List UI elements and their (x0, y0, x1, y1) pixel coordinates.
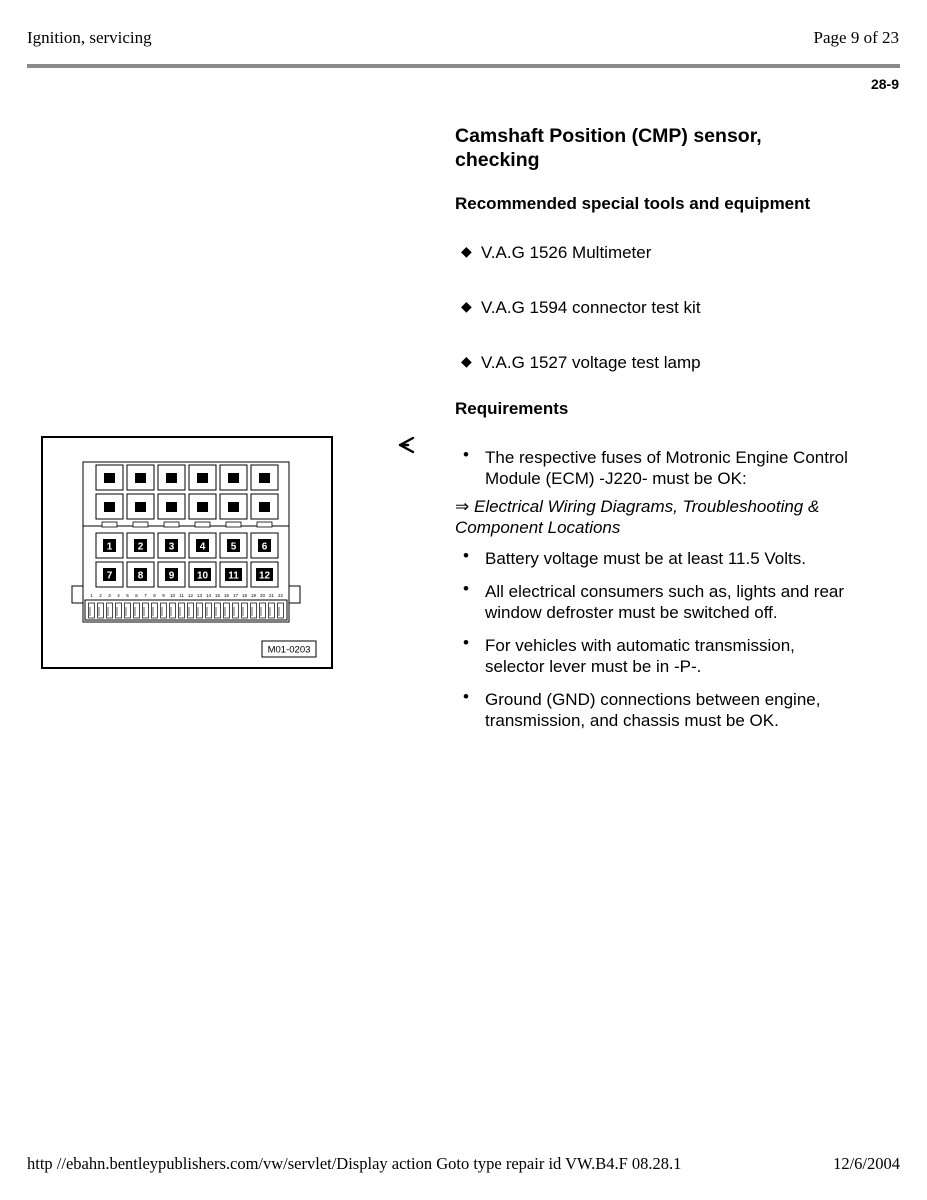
terminal-pin (233, 603, 239, 618)
requirement-line: selector lever must be in -P-. (485, 657, 702, 676)
terminal-pin (161, 603, 167, 618)
fuse-number: 8 (137, 570, 144, 582)
page-footer (27, 1154, 900, 1174)
terminal-pin (89, 603, 95, 618)
fuse-number: 12 (258, 570, 271, 582)
terminal-pin (107, 603, 113, 618)
relay-socket (135, 473, 146, 483)
terminal-pin (143, 603, 149, 618)
bullet-icon: • (463, 687, 469, 706)
terminal-number: 11 (179, 593, 184, 598)
fuse-clip (226, 522, 241, 527)
fuse-number: 4 (199, 541, 206, 553)
tools-heading: Recommended special tools and equipment (455, 194, 811, 213)
terminal-pin (224, 603, 230, 618)
fuse-number: 3 (168, 541, 175, 553)
relay-socket (166, 502, 177, 512)
page-number: Page 9 of 23 (813, 28, 899, 47)
requirements-list-continued (455, 548, 895, 731)
terminal-pin (278, 603, 284, 618)
terminal-pin (134, 603, 140, 618)
terminal-number: 13 (196, 593, 203, 598)
terminal-pin (188, 603, 194, 618)
terminal-pin (260, 603, 266, 618)
relay-socket (197, 502, 208, 512)
terminal-pin (179, 603, 185, 618)
requirement-item (455, 581, 895, 623)
terminal-number: 18 (241, 593, 248, 598)
fuse-clip (257, 522, 272, 527)
left-mounting-tab (72, 586, 83, 603)
section-title-line-1: Camshaft Position (CMP) sensor, (455, 125, 762, 147)
diamond-bullet-icon: ◆ (461, 353, 472, 369)
fuse-clip (195, 522, 210, 527)
relay-socket (259, 473, 270, 483)
fuse-panel (72, 462, 300, 622)
terminal-number: 19 (250, 593, 257, 598)
terminal-pin (170, 603, 176, 618)
requirement-line: The respective fuses of Motronic Engine Control (485, 448, 848, 467)
fuse-clip (102, 522, 117, 527)
tool-item (455, 297, 895, 318)
fuse-number: 2 (137, 541, 144, 553)
terminal-number: 1 (90, 593, 93, 598)
terminal-pin (152, 603, 158, 618)
terminal-pin (215, 603, 221, 618)
terminal-number: 6 (135, 593, 138, 598)
terminal-number: 15 (214, 593, 221, 598)
bullet-icon: • (463, 546, 469, 565)
terminal-number: 17 (232, 593, 239, 598)
terminal-number: 9 (162, 593, 165, 598)
requirement-line: Module (ECM) -J220- must be OK: (485, 469, 747, 488)
fuse-number: 1 (106, 541, 113, 553)
fuse-number: 7 (106, 570, 113, 582)
requirement-line: transmission, and chassis must be OK. (485, 711, 779, 730)
diamond-bullet-icon: ◆ (461, 243, 472, 259)
fuse-clip (133, 522, 148, 527)
terminal-number: 20 (259, 593, 266, 598)
requirement-line: All electrical consumers such as, lights and rear (485, 582, 845, 601)
header-rule (27, 64, 900, 68)
footer-url: http //ebahn.bentleypublishers.com/vw/servlet/Display action Goto type repair id VW.B4.F 08.28.1 (27, 1154, 682, 1173)
footer-date: 12/6/2004 (833, 1154, 900, 1173)
relay-socket (104, 473, 115, 483)
right-mounting-tab (289, 586, 300, 603)
requirement-item (455, 548, 895, 569)
right-arrow-icon: ⇒ (455, 497, 470, 516)
fuse-number: 10 (196, 570, 209, 582)
terminal-pin (206, 603, 212, 618)
figure-pointer-icon (398, 436, 416, 454)
relay-socket (228, 473, 239, 483)
reference-line-1: Electrical Wiring Diagrams, Troubleshooting & (473, 497, 820, 516)
terminal-number: 4 (117, 593, 120, 598)
tool-label: V.A.G 1527 voltage test lamp (481, 353, 701, 372)
terminal-number: 21 (268, 593, 275, 598)
terminal-pin (269, 603, 275, 618)
requirement-line: For vehicles with automatic transmission, (485, 636, 795, 655)
requirement-item (455, 635, 895, 677)
terminal-number: 8 (153, 593, 156, 598)
relay-socket (104, 502, 115, 512)
terminal-number: 7 (144, 593, 147, 598)
section-title-line-2: checking (455, 149, 540, 171)
requirement-item (455, 447, 895, 489)
tool-label: V.A.G 1526 Multimeter (481, 243, 652, 262)
relay-socket (259, 502, 270, 512)
tools-list (455, 242, 895, 373)
bullet-icon: • (463, 633, 469, 652)
fuse-number: 11 (228, 570, 239, 582)
terminal-number: 14 (205, 593, 212, 598)
tool-item (455, 352, 895, 373)
fuse-clip (164, 522, 179, 527)
bullet-icon: • (463, 579, 469, 598)
fuse-number: 6 (261, 541, 268, 553)
requirements-heading: Requirements (455, 399, 569, 418)
bullet-icon: • (463, 445, 469, 464)
terminal-number: 3 (108, 593, 111, 598)
terminal-number: 5 (126, 593, 129, 598)
diamond-bullet-icon: ◆ (461, 298, 472, 314)
terminal-number: 12 (187, 593, 194, 598)
tool-item (455, 242, 895, 263)
terminal-pin (125, 603, 131, 618)
terminal-pin (251, 603, 257, 618)
page-code: 28-9 (870, 76, 899, 92)
relay-socket (197, 473, 208, 483)
terminal-number: 22 (277, 593, 284, 598)
document-title: Ignition, servicing (27, 28, 152, 47)
fuse-number: 9 (168, 570, 175, 582)
section-title (455, 124, 895, 172)
figure-label (262, 641, 316, 657)
terminal-pin (116, 603, 122, 618)
main-content (455, 124, 895, 743)
relay-socket (135, 502, 146, 512)
fuse-box-diagram (41, 436, 333, 670)
terminal-pin (98, 603, 104, 618)
requirement-line: Ground (GND) connections between engine, (485, 690, 821, 709)
relay-socket (166, 473, 177, 483)
terminal-number: 2 (99, 593, 102, 598)
requirement-item (455, 689, 895, 731)
terminal-pin (242, 603, 248, 618)
figure-label-text: M01-0203 (267, 644, 311, 656)
requirement-line: window defroster must be switched off. (485, 603, 778, 622)
fuse-number: 5 (230, 541, 237, 553)
terminal-pin (197, 603, 203, 618)
requirement-line: Battery voltage must be at least 11.5 Volts. (485, 549, 806, 568)
wiring-diagram-reference[interactable] (455, 496, 895, 538)
terminal-number: 10 (169, 593, 176, 598)
terminal-number: 16 (223, 593, 230, 598)
requirements-list (455, 447, 895, 489)
tool-label: V.A.G 1594 connector test kit (481, 298, 701, 317)
reference-line-2: Component Locations (455, 518, 621, 537)
relay-socket (228, 502, 239, 512)
